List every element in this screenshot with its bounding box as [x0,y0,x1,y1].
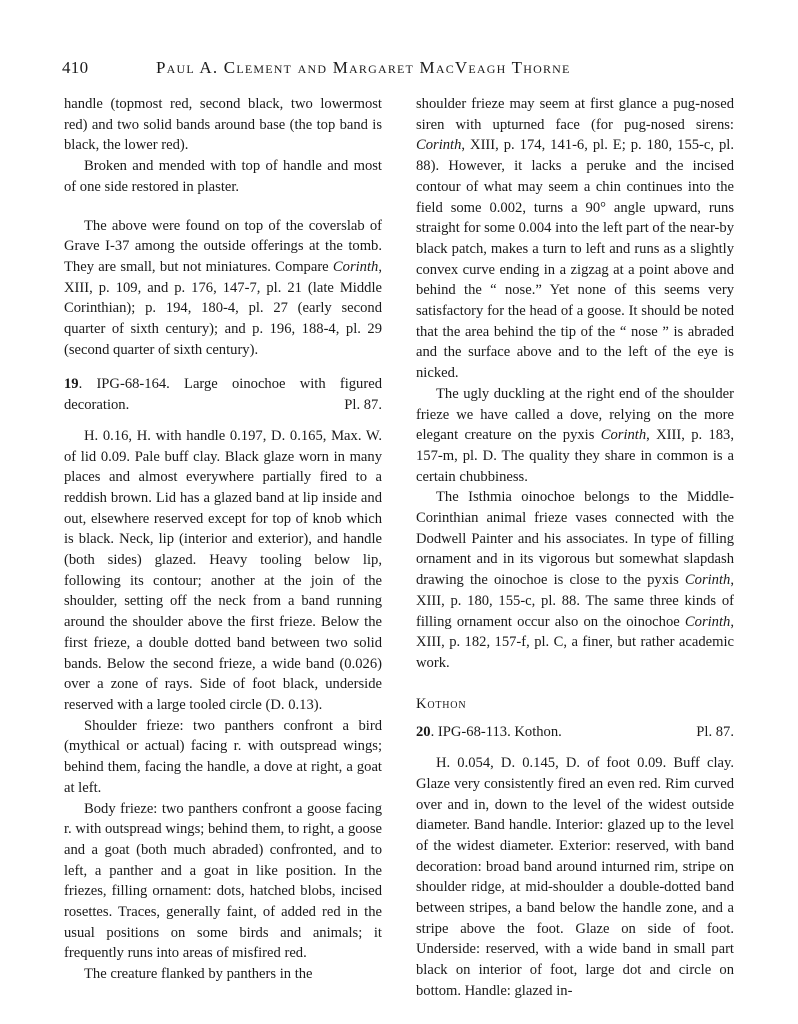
section-heading-kothon: Kothon [416,695,467,712]
entry-20-heading: 20. IPG-68-113. Kothon. Pl. 87. [416,722,734,743]
paragraph-body-frieze: Body frieze: two panthers confront a goose facing r. with outspread wings; behind them, to right, a goose and a goat (both much abraded) confronted, and to left, a panther and a goat in like position. In the friezes, filling ornament: dots, hatched blobs, incised rosettes. Traces, generally faint, of added red in the usual positions on some birds and animals; it frequently runs into areas of misfired red. [64,800,382,962]
paragraph-creature: The creature flanked by panthers in the [84,966,313,983]
paragraph-handle-bands: handle (topmost red, second black, two lowermost red) and two solid bands around base (the top band is black, the lower red). [64,96,382,154]
paragraph-isthmia-oinochoe: The Isthmia oinochoe belongs to the Middle-Corinthian animal frieze vases connected with the Dodwell Painter and his associates. In type of filling ornament and in its vigorous but somewhat slapdash drawing the oinochoe is close to the pyxis Corinth, XIII, p. 180, 155-c, pl. 88. The same three kinds of filling ornament occur also on the oinochoe Corinth, XIII, p. 182, 157-f, pl. C, a finer, but rather academic work. [416,489,734,671]
page-header [46,58,748,82]
paragraph-ugly-duckling: The ugly duckling at the right end of the shoulder frieze we have called a dove, relying on the more elegant creature on the pyxis Corinth, XIII, p. 183, 157-m, pl. D. The quality they share in common is a certain chubbiness. [416,385,734,485]
entry-20-plate: Pl. 87. [696,724,734,741]
entry-19-plate: Pl. 87. [344,397,382,414]
ref-corinth: Corinth [684,572,731,589]
right-column [416,94,734,1002]
ref-corinth: Corinth [416,137,462,154]
ref-corinth: Corinth [332,258,379,275]
paragraph-siren-discussion: shoulder frieze may seem at first glance a pug-nosed siren with upturned face (for pug-nosed sirens: Corinth, XIII, p. 174, 141-6, pl. E; p. 180, 155-c, pl. 88). However, it lacks a peruke and the incised contour of what may seem a chin continues into the field some 0.002, turns a 90° angle upward, runs straight for some 0.004 into the left part of the near-by black patch, makes a turn to left and runs as a slightly convex curve ending in a zigzag at a point above and behind the “ nose.” Yet none of this seems very satisfactory for the head of a goose. It should be noted that the area behind the tip of the “ nose ” is abraded and the surface above and to the left of the eye is nicked. [416,96,734,382]
paragraph-entry-20-description: H. 0.054, D. 0.145, D. of foot 0.09. Buff clay. Glaze very consistently fired an even red. Rim curved over and in, down to the level of the widest outside diameter. Band handle. Interior: glazed up to the level of the widest diameter. Exterior: reserved, with band decoration: broad band around inturned rim, stripe on shoulder ridge, at mid-shoulder a double-dotted band between stripes, a band below the handle zone, and a stripe above the foot. Glaze on side of foot. Underside: reserved, with a wide band in small part black on interior of foot, large dot and circle on bottom. Handle: glazed in- [416,755,734,999]
paragraph-shoulder-frieze: Shoulder frieze: two panthers confront a bird (mythical or actual) facing r. with outspread wings; behind them, facing the handle, a dove at right, a goat at left. [64,717,382,796]
ref-corinth: Corinth [600,427,647,444]
paragraph-broken-mended: Broken and mended with top of handle and most of one side restored in plaster. [64,158,382,195]
ref-corinth: Corinth [684,613,731,630]
running-title: Paul A. Clement and Margaret MacVeagh Thorne [156,58,571,77]
left-column [64,94,382,985]
page-number: 410 [62,58,89,77]
entry-19-heading: 19. IPG-68-164. Large oinochoe with figured decoration. Pl. 87. [64,374,382,415]
entry-20-number: 20 [416,724,431,741]
paragraph-grave-findspot: The above were found on top of the coverslab of Grave I-37 among the outside offerings at the tomb. They are small, but not miniatures. Compare Corinth, XIII, p. 109, and p. 176, 147-7, pl. 21 (late Middle Corinthian); p. 194, 180-4, pl. 27 (early second quarter of sixth century); and p. 196, 188-4, pl. 29 (second quarter of sixth century). [64,217,382,358]
entry-19-number: 19 [64,376,79,393]
paragraph-entry-19-description: H. 0.16, H. with handle 0.197, D. 0.165, Max. W. of lid 0.09. Pale buff clay. Black glaze worn in many places and almost everywhere partially fired to a reddish brown. Lid has a glazed band at lip inside and out, elsewhere reserved except for top of knob which is black. Neck, lip (interior and exterior), and handle (both sides) glazed. Heavy tooling below lip, following its contour; another at the join of the shoulder, setting off the neck from a band running around the shoulder above the first frieze. Below the first frieze, a double dotted band between two solid bands. Below the second frieze, a wide band (0.026) over a zone of rays. Side of foot black, underside reserved with a large tooled circle (D. 0.13). [64,427,382,713]
